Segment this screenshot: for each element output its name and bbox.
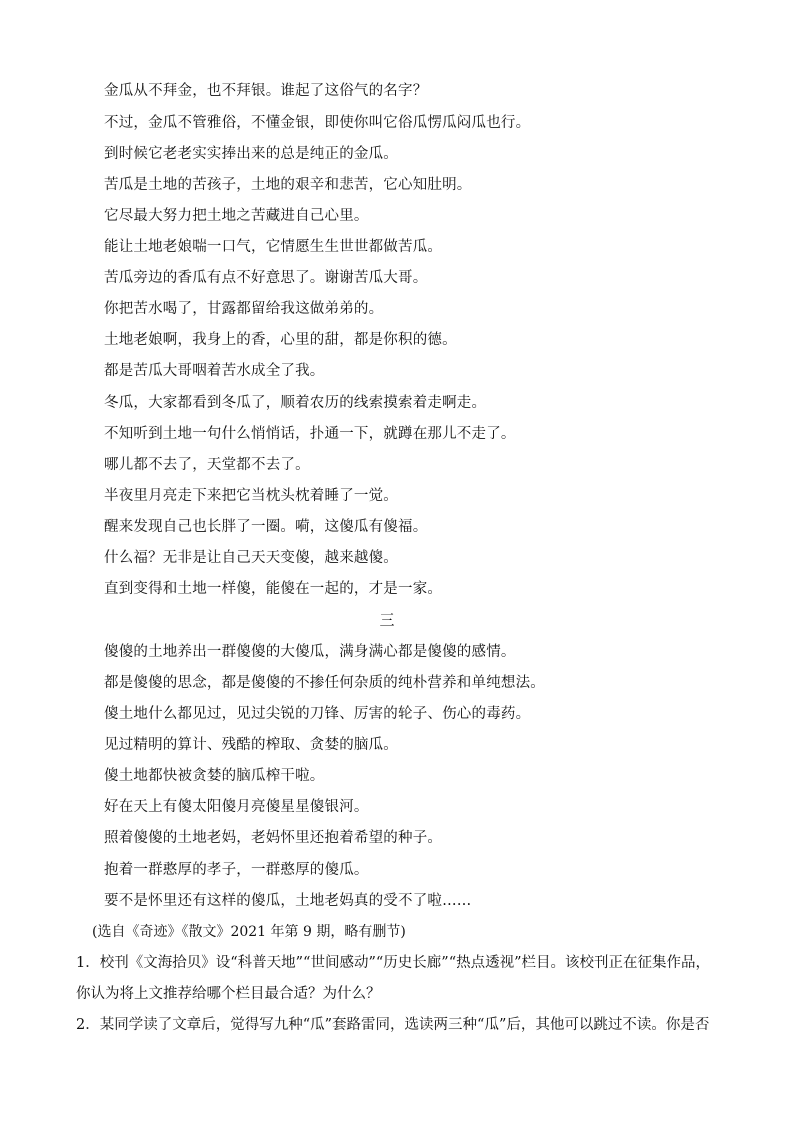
- paragraph-line: 要不是怀里还有这样的傻瓜，土地老妈真的受不了啦……: [104, 893, 472, 909]
- section-heading: 三: [379, 611, 395, 629]
- paragraph-line: 苦瓜是土地的苦孩子，土地的艰辛和悲苦，它心知肚明。: [104, 177, 472, 193]
- source-citation: (选自《奇迹》《散文》2021 年第 9 期，略有删节): [92, 924, 406, 940]
- paragraph-line: 冬瓜，大家都看到冬瓜了，顺着农历的线索摸索着走啊走。: [104, 395, 487, 411]
- paragraph-line: 半夜里月亮走下来把它当枕头枕着睡了一觉。: [104, 488, 398, 504]
- paragraph-line: 你把苦水喝了，甘露都留给我这做弟弟的。: [104, 301, 384, 317]
- paragraph-line: 傻土地什么都见过，见过尖锐的刀锋、厉害的轮子、伤心的毒药。: [104, 706, 531, 722]
- paragraph-line: 都是傻傻的思念，都是傻傻的不掺任何杂质的纯朴营养和单纯想法。: [104, 675, 545, 691]
- paragraph-line: 苦瓜旁边的香瓜有点不好意思了。谢谢苦瓜大哥。: [104, 270, 428, 286]
- question-2-line-1: 2．某同学读了文章后，觉得写九种“瓜”套路雷同，选读两三种“瓜”后，其他可以跳过不读。你是否: [76, 1017, 710, 1033]
- paragraph-line: 哪儿都不去了，天堂都不去了。: [104, 457, 310, 473]
- paragraph-line: 见过精明的算计、残酷的榨取、贪婪的脑瓜。: [104, 737, 398, 753]
- paragraph-line: 抱着一群憨厚的孝子，一群憨厚的傻瓜。: [104, 862, 369, 878]
- paragraph-line: 不知听到土地一句什么悄悄话，扑通一下，就蹲在那儿不走了。: [104, 426, 516, 442]
- paragraph-line: 都是苦瓜大哥咽着苦水成全了我。: [104, 363, 325, 379]
- paragraph-line: 直到变得和土地一样傻，能傻在一起的，才是一家。: [104, 581, 443, 597]
- paragraph-line: 它尽最大努力把土地之苦藏进自己心里。: [104, 208, 369, 224]
- paragraph-line: 不过，金瓜不管雅俗，不懂金银，即使你叫它俗瓜愣瓜闷瓜也行。: [104, 115, 531, 131]
- paragraph-line: 到时候它老老实实捧出来的总是纯正的金瓜。: [104, 146, 398, 162]
- paragraph-line: 照着傻傻的土地老妈，老妈怀里还抱着希望的种子。: [104, 830, 443, 846]
- paragraph-line: 能让土地老娘喘一口气，它情愿生生世世都做苦瓜。: [104, 239, 443, 255]
- paragraph-line: 土地老娘啊，我身上的香，心里的甜，都是你积的德。: [104, 332, 457, 348]
- paragraph-line: 什么福？无非是让自己天天变傻，越来越傻。: [104, 550, 398, 566]
- paragraph-line: 傻土地都快被贪婪的脑瓜榨干啦。: [104, 768, 325, 784]
- question-1-line-1: 1．校刊《文海拾贝》设“科普天地”“世间感动”“历史长廊”“热点透视”栏目。该校刊正在征集作品，: [76, 955, 711, 971]
- paragraph-line: 金瓜从不拜金，也不拜银。谁起了这俗气的名字？: [104, 83, 428, 99]
- paragraph-line: 醒来发现自己也长胖了一圈。嗬，这傻瓜有傻福。: [104, 519, 428, 535]
- paragraph-line: 傻傻的土地养出一群傻傻的大傻瓜，满身满心都是傻傻的感情。: [104, 644, 516, 660]
- paragraph-line: 好在天上有傻太阳傻月亮傻星星傻银河。: [104, 799, 369, 815]
- question-1-line-2: 你认为将上文推荐给哪个栏目最合适？为什么？: [76, 986, 381, 1002]
